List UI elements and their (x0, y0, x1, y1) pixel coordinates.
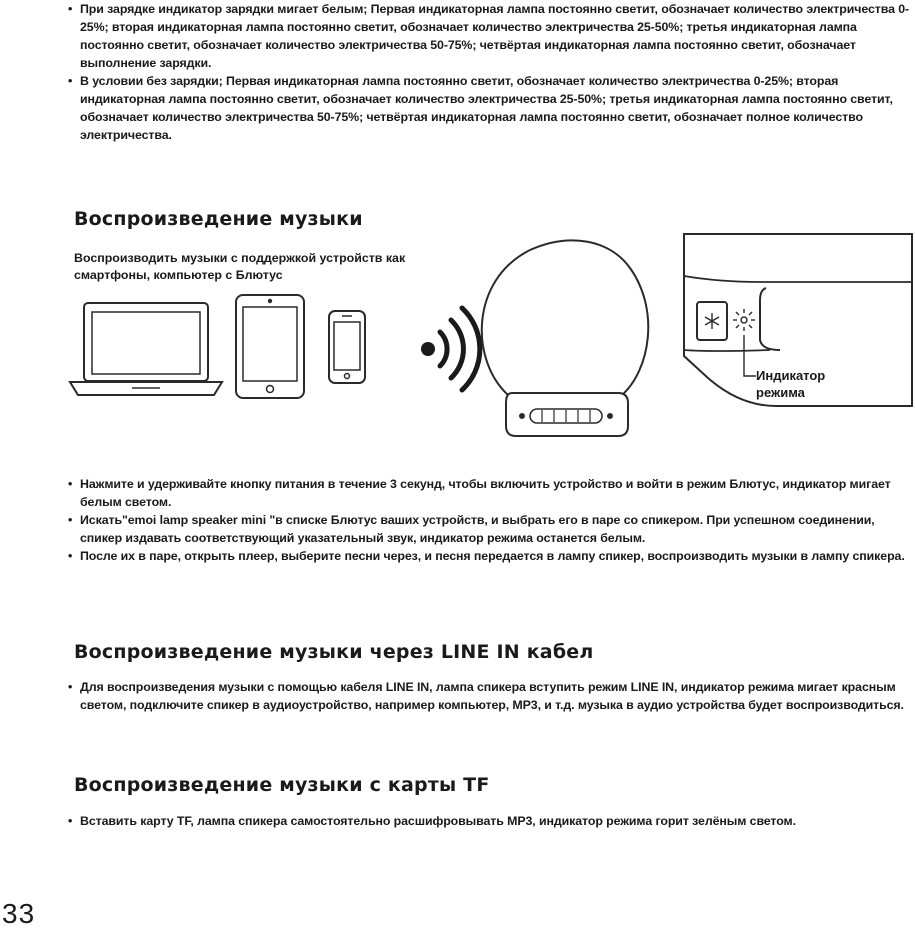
music-steps-list (66, 475, 912, 565)
music-playback-intro: Воспроизводить музыки с поддержкой устройств как смартфоны, компьютер с Блютус (74, 251, 406, 282)
music-playback-heading: Воспроизведение музыки (74, 208, 363, 230)
indicator-label: Индикатор (756, 368, 826, 383)
wireless-signal-icon (421, 308, 480, 390)
mode-label: режима (756, 385, 805, 400)
mode-indicator-light-icon (733, 309, 755, 331)
line-in-heading: Воспроизведение музыки через LINE IN кабел (74, 641, 594, 663)
phone-icon (329, 311, 365, 383)
step-power-on: • Нажмите и удерживайте кнопку питания в течение 3 секунд, чтобы включить устройство и войти в режим Блютус, индикатор мигает белым светом. (66, 475, 912, 511)
music-playback-steps (66, 475, 912, 565)
line-in-section (66, 678, 912, 714)
battery-bullet-charging: • При зарядке индикатор зарядки мигает белым; Первая индикаторная лампа постоянно светит, обозначает количество электричества 0-25%; вторая индикаторная лампа постоянно светит, обозначает количество электричества 25-50%; третья индикаторная лампа постоянно светит, обозначает количество электричества 50-75%; четвёртая индикаторная лампа постоянно светит, обозначает выполнение зарядки. (66, 0, 912, 72)
page-number: 33 (2, 898, 36, 929)
step-pairing: • Искать"emoi lamp speaker mini "в списке Блютус ваших устройств, и выбрать его в паре со спикером. При успешном соединении, спикер издавать соответствующий указательный звук, индикатор режима останется белым. (66, 511, 912, 547)
indicator-callout-line (744, 335, 756, 376)
tablet-icon (236, 295, 304, 398)
tf-card-list (66, 812, 912, 830)
indicator-zoom-panel (684, 234, 912, 406)
tf-card-bullet: • Вставить карту TF, лампа спикера самостоятельно расшифровывать MP3, индикатор режима горит зелёным светом. (66, 812, 912, 830)
tf-card-heading: Воспроизведение музыки с карты TF (74, 774, 490, 796)
step-play: • После их в паре, открыть плеер, выберите песни через, и песня передается в лампу спикер, воспроизводить музыки в лампу спикера. (66, 547, 912, 565)
speaker-lamp-icon (482, 240, 648, 436)
battery-bullet-not-charging: • В условии без зарядки; Первая индикаторная лампа постоянно светит, обозначает количество электричества 0-25%; вторая индикаторная лампа постоянно светит, обозначает количество электричества 25-50%; третья индикаторная лампа постоянно светит, обозначает количество электричества 50-75%; четвёртая индикаторная лампа постоянно светит, обозначает полное количество электричества. (66, 72, 912, 144)
line-in-bullet: • Для воспроизведения музыки с помощью кабеля LINE IN, лампа спикера вступить режим LINE IN, индикатор режима мигает красным светом, подключите спикер в аудиоустройство, например компьютер, MP3, и т.д. музыка в аудио устройства будет воспроизводиться. (66, 678, 912, 714)
tf-card-section (66, 812, 912, 830)
laptop-icon (70, 303, 222, 395)
line-in-list (66, 678, 912, 714)
